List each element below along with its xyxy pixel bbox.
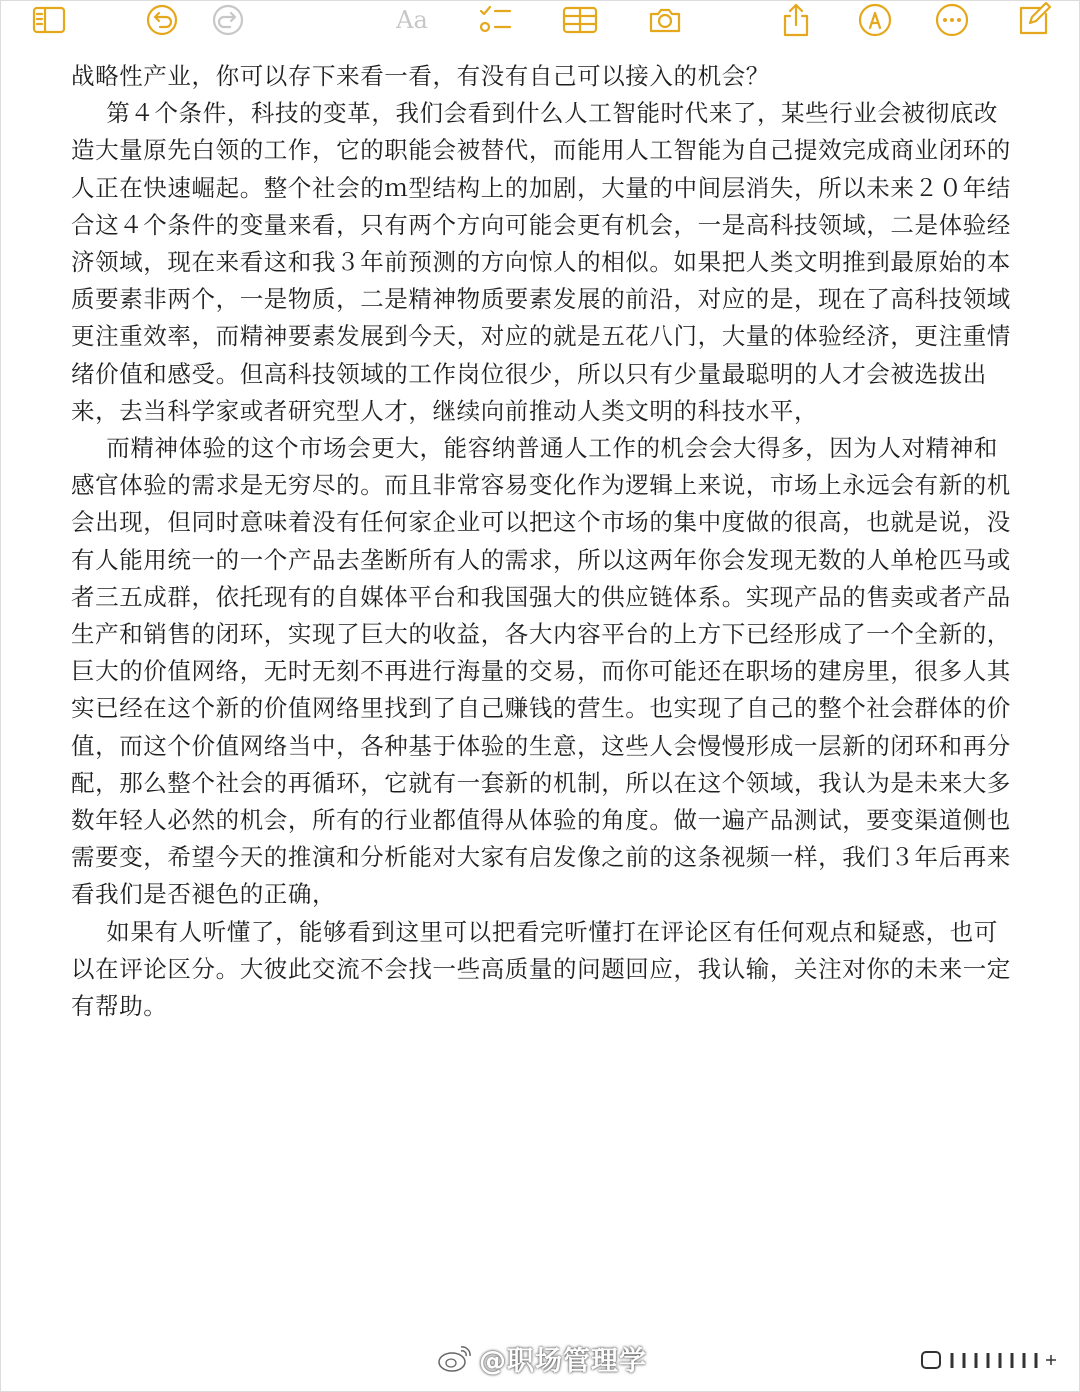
format-icon[interactable] bbox=[394, 2, 430, 38]
note-paragraph: 如果有人听懂了，能够看到这里可以把看完听懂打在评论区有任何观点和疑惑，也可以在评论区分。大彼此交流不会找一些高质量的问题回应，我认输，关注对你的未来一定有帮助。 bbox=[71, 917, 1011, 1021]
note-paragraph: 第４个条件，科技的变革，我们会看到什么人工智能时代来了，某些行业会被彻底改造大量原先白领的工作，它的职能会被替代，而能用人工智能为自己提效完成商业闭环的人正在快速崛起。整个社会的ｍ型结构上的加剧，大量的中间层消失，所以未来２０年结合这４个条件的变量来看，只有两个方向可能会更有机会，一是高科技领域，二是体验经济领域，现在来看这和我３年前预测的方向惊人的相似。如果把人类文明推到最原始的本质要素非两个，一是物质，二是精神物质要素发展的前沿，对应的是，现在了高科技领域更注重效率，而精神要素发展到今天，对应的就是五花八门，大量的体验经济，更注重情绪价值和感受。但高科技领域的工作岗位很少，所以只有少量最聪明的人才会被选拔出来，去当科学家或者研究型人才，继续向前推动人类文明的科技水平， bbox=[71, 99, 1011, 425]
notes-toolbar bbox=[0, 0, 1080, 40]
redo-icon[interactable] bbox=[210, 2, 246, 38]
note-paragraph: 战略性产业，你可以存下来看一看，有没有自己可以接入的机会？ bbox=[71, 62, 770, 90]
markup-icon[interactable] bbox=[857, 2, 893, 38]
share-icon[interactable] bbox=[778, 2, 814, 38]
watermark-text: @职场管理学 bbox=[479, 1345, 647, 1377]
checklist-icon[interactable] bbox=[477, 2, 513, 38]
page-scrubber[interactable] bbox=[920, 1350, 1060, 1370]
compose-icon[interactable] bbox=[1015, 2, 1051, 38]
weibo-watermark bbox=[437, 1340, 647, 1376]
note-paragraph: 而精神体验的这个市场会更大，能容纳普通人工作的机会会大得多，因为人对精神和感官体验的需求是无穷尽的。而且非常容易变化作为逻辑上来说，市场上永远会有新的机会出现，但同时意味着没有任何家企业可以把这个市场的集中度做的很高，也就是说，没有人能用统一的一个产品去垄断所有人的需求，所以这两年你会发现无数的人单枪匹马或者三五成群，依托现有的自媒体平台和我国强大的供应链体系。实现产品的售卖或者产品生产和销售的闭环，实现了巨大的收益，各大内容平台的上方下已经形成了一个全新的，巨大的价值网络，无时无刻不再进行海量的交易，而你可能还在职场的建房里，很多人其实已经在这个新的价值网络里找到了自己赚钱的营生。也实现了自己的整个社会群体的价值，而这个价值网络当中，各种基于体验的生意，这些人会慢慢形成一层新的闭环和再分配，那么整个社会的再循环，它就有一套新的机制，所以在这个领域，我认为是未来大多数年轻人必然的机会，所有的行业都值得从体验的角度。做一遍产品测试，要变渠道侧也需要变，希望今天的推演和分析能对大家有启发像之前的这条视频一样，我们３年后再来看我们是否褪色的正确， bbox=[71, 434, 1011, 909]
undo-icon[interactable] bbox=[144, 2, 180, 38]
format-label: Aa bbox=[396, 6, 428, 34]
more-icon[interactable] bbox=[934, 2, 970, 38]
table-icon[interactable] bbox=[562, 2, 598, 38]
camera-icon[interactable] bbox=[647, 2, 683, 38]
weibo-logo-icon bbox=[437, 1343, 473, 1373]
sidebar-icon[interactable] bbox=[31, 2, 67, 38]
note-body[interactable] bbox=[71, 58, 1011, 1025]
